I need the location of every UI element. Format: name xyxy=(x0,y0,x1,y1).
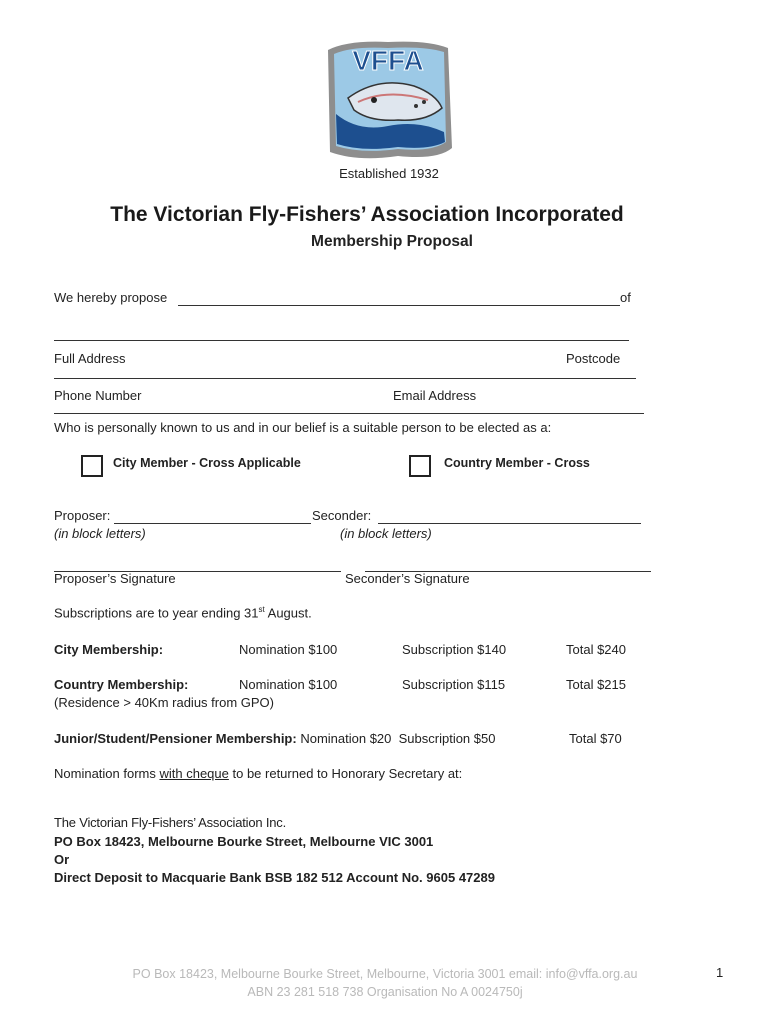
subscriptions-note-prefix: Subscriptions are to year ending 31 xyxy=(54,605,259,621)
seconder-label: Seconder: xyxy=(312,508,372,523)
address-field[interactable] xyxy=(54,378,636,379)
proposer-block-note: (in block letters) xyxy=(54,526,146,541)
junior-fee-row xyxy=(54,731,495,746)
country-fee-label: Country Membership: xyxy=(54,677,189,692)
country-member-label: Country Member - Cross xyxy=(444,456,590,470)
subscriptions-note xyxy=(54,605,312,620)
full-address-label: Full Address xyxy=(54,351,126,366)
footer-line-2: ABN 23 281 518 738 Organisation No A 0024750j xyxy=(247,985,523,999)
page-title: The Victorian Fly-Fishers’ Association Incorporated xyxy=(110,203,624,226)
propose-of: of xyxy=(620,290,631,305)
junior-fee-label: Junior/Student/Pensioner Membership: xyxy=(54,731,297,746)
country-fee-note: (Residence > 40Km radius from GPO) xyxy=(54,695,274,710)
return-note-prefix: Nomination forms xyxy=(54,766,160,781)
subscriptions-note-sup: st xyxy=(258,605,265,614)
propose-label: We hereby propose xyxy=(54,290,168,305)
country-fee-nomination: Nomination $100 xyxy=(239,677,338,692)
page-number: 1 xyxy=(716,965,724,980)
country-member-checkbox[interactable] xyxy=(409,455,431,477)
address-org: The Victorian Fly-Fishers’ Association Inc. xyxy=(54,815,286,830)
phone-label: Phone Number xyxy=(54,388,142,403)
subscriptions-note-suffix: August. xyxy=(264,605,312,621)
junior-fee-nomination: Nomination $20 xyxy=(300,731,392,746)
phone-email-field[interactable] xyxy=(54,413,644,414)
seconder-name-field[interactable] xyxy=(378,523,641,524)
proposed-name-field[interactable] xyxy=(178,305,620,306)
proposer-name-field[interactable] xyxy=(114,523,311,524)
city-fee-label: City Membership: xyxy=(54,642,164,657)
city-fee-nomination: Nomination $100 xyxy=(239,642,338,657)
footer-line-1: PO Box 18423, Melbourne Bourke Street, Melbourne, Victoria 3001 email: info@vffa.org.au xyxy=(132,967,638,981)
city-fee-subscription: Subscription $140 xyxy=(402,642,507,657)
city-fee-total: Total $240 xyxy=(566,642,626,657)
return-note-underlined: with cheque xyxy=(159,766,229,781)
address-deposit: Direct Deposit to Macquarie Bank BSB 182 512 Account No. 9605 47289 xyxy=(54,870,495,885)
page-subtitle: Membership Proposal xyxy=(311,233,473,250)
return-note-suffix: to be returned to Honorary Secretary at: xyxy=(228,766,463,781)
city-member-label: City Member - Cross Applicable xyxy=(113,456,301,470)
junior-fee-total: Total $70 xyxy=(569,731,622,746)
country-fee-total: Total $215 xyxy=(566,677,626,692)
proposer-signature-label: Proposer’s Signature xyxy=(54,571,176,586)
address-line-field[interactable] xyxy=(54,340,629,341)
city-member-checkbox[interactable] xyxy=(81,455,103,477)
logo-text: VFFA xyxy=(352,45,424,76)
vffa-logo xyxy=(318,36,458,164)
return-note xyxy=(54,766,462,781)
known-text: Who is personally known to us and in our belief is a suitable person to be elected as a: xyxy=(54,420,552,435)
established-text: Established 1932 xyxy=(339,166,439,181)
address-or: Or xyxy=(54,852,70,867)
proposer-label: Proposer: xyxy=(54,508,111,523)
postcode-label: Postcode xyxy=(566,351,621,366)
junior-fee-subscription: Subscription $50 xyxy=(398,731,496,746)
country-fee-subscription: Subscription $115 xyxy=(402,677,506,692)
email-label: Email Address xyxy=(393,388,477,403)
seconder-signature-label: Seconder’s Signature xyxy=(345,571,470,586)
seconder-block-note: (in block letters) xyxy=(340,526,432,541)
address-po: PO Box 18423, Melbourne Bourke Street, Melbourne VIC 3001 xyxy=(54,834,434,849)
